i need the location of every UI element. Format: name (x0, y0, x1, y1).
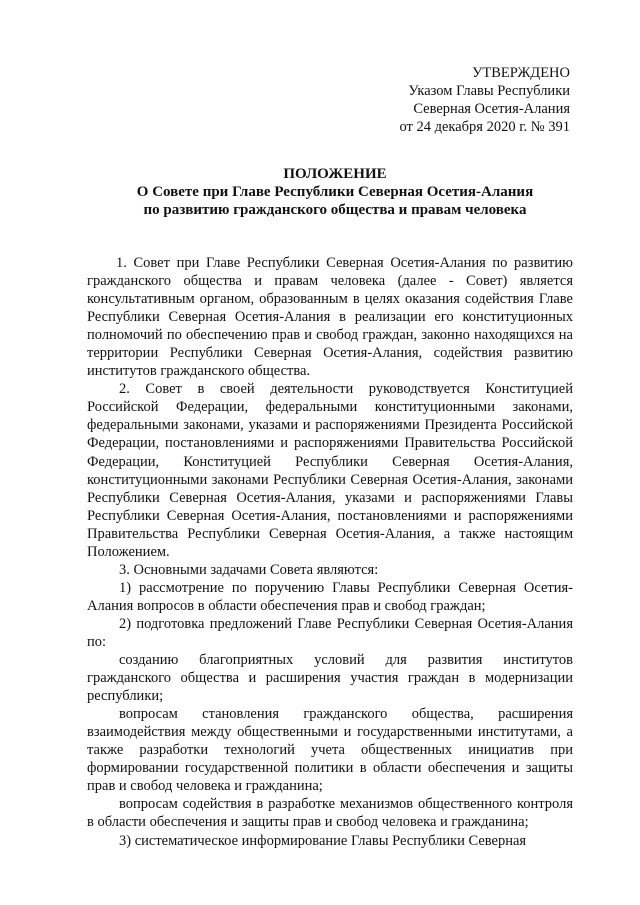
approval-stamp (350, 64, 570, 136)
document-subtitle-line-2: по развитию гражданского общества и правам человека (143, 202, 527, 218)
document-heading (115, 165, 555, 219)
paragraph-3: 3. Основными задачами Совета являются: (119, 561, 379, 578)
paragraph-3-item-2-subitem-2: вопросам становления гражданского общества, расширения взаимодействия между общественными и государственными институтами, а также разработки технологий учета общественных инициатив при формировании государственной политики в области обеспечения и защиты прав и свобод человека и гражданина; (87, 706, 573, 795)
paragraph-1: 1. Совет при Главе Республики Северная Осетия-Алания по развитию гражданского общества и правам человека (далее - Совет) является консультативным органом, образованным в целях оказания содействия Главе Республики Северная Осетия-Алания в реализации его конституционных полномочий по обеспечению прав и свобод граждан, законно находящихся на территории Республики Северная Осетия-Алания, содействия развитию институтов гражданского общества. (87, 255, 573, 380)
document-body (87, 254, 573, 850)
paragraph-3-item-3: 3) систематическое информирование Главы Республики Северная (119, 832, 527, 849)
document-subtitle-line-1: О Совете при Главе Республики Северная Осетия-Алания (136, 184, 534, 200)
approval-region: Северная Осетия-Алания (413, 101, 570, 117)
paragraph-3-item-2: 2) подготовка предложений Главе Республики Северная Осетия-Алания по: (87, 615, 573, 650)
document-title: ПОЛОЖЕНИЕ (283, 166, 387, 182)
approval-title: УТВЕРЖДЕНО (472, 65, 570, 81)
approval-date-number: от 24 декабря 2020 г. № 391 (399, 119, 570, 135)
paragraph-3-item-2-subitem-1: созданию благоприятных условий для развития институтов гражданского общества и расширения участия граждан в модернизации республики; (87, 652, 573, 705)
paragraph-2: 2. Совет в своей деятельности руководствуется Конституцией Российской Федерации, федеральными конституционными законами, федеральными законами, указами и распоряжениями Президента Российской Федерации, постановлениями и распоряжениями Правительства Российской Федерации, Конституцией Республики Северная Осетия-Алания, конституционными законами Республики Северная Осетия-Алания, законами Республики Северная Осетия-Алания, указами и распоряжениями Главы Республики Северная Осетия-Алания, постановлениями и распоряжениями Правительства Республики Северная Осетия-Алания, а также настоящим Положением. (87, 381, 573, 560)
paragraph-3-item-1: 1) рассмотрение по поручению Главы Республики Северная Осетия-Алания вопросов в области обеспечения прав и свобод граждан; (87, 579, 573, 614)
paragraph-3-item-2-subitem-3: вопросам содействия в разработке механизмов общественного контроля в области обеспечения и защиты прав и свобод человека и гражданина; (87, 796, 573, 831)
approval-authority: Указом Главы Республики (408, 83, 570, 99)
